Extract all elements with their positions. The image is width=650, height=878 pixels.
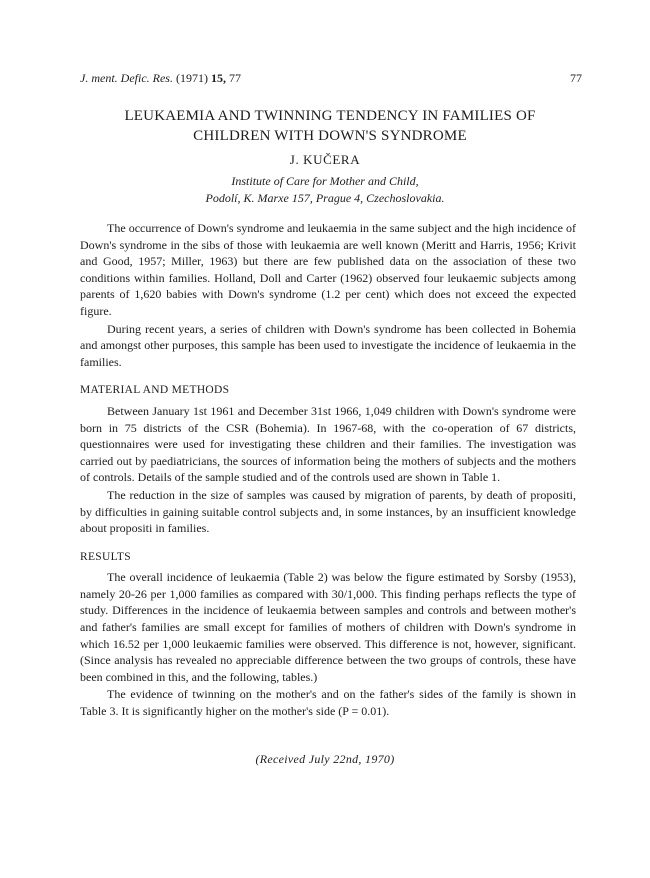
methods-paragraph: The reduction in the size of samples was caused by migration of parents, by death of propositi, by difficulties in gaining suitable control subjects and, in some instances, by an insufficient knowledge about propositi in families. [80, 487, 576, 536]
title-line-1: LEUKAEMIA AND TWINNING TENDENCY IN FAMILIES OF [124, 108, 536, 124]
title-line-2: CHILDREN WITH DOWN'S SYNDROME [193, 128, 467, 144]
journal-page: 77 [228, 71, 241, 85]
journal-name: J. ment. Defic. Res. [80, 71, 173, 85]
results-paragraph: The overall incidence of leukaemia (Table 2) was below the figure estimated by Sorsby (1953), namely 20-26 per 1,000 families as compared with 30/1,000. This finding perhaps reflects the type of study. Differences in the incidence of leukaemia between samples and controls and between mother's and father's families are small except for families of mothers of children with Down's syndrome in which 16.52 per 1,000 leukaemic families were observed. This difference is not, however, significant. (Since analysis has revealed no appreciable difference between the two groups of controls, these have been combined in this, and the following, tables.) [80, 570, 576, 684]
author: J. KUČERA [289, 152, 361, 167]
running-header [80, 71, 580, 89]
article-body [80, 220, 576, 721]
methods-paragraph: Between January 1st 1961 and December 31st 1966, 1,049 children with Down's syndrome were born in 75 districts of the CSR (Bohemia). In 1967-68, with the co-operation of 67 districts, questionnaires were used for investigating these children and their families. The investigation was carried out by paediatricians, the sources of information being the mothers of subjects and the mothers of controls. Details of the sample studied and of the controls used are shown in Table 1. [80, 403, 576, 485]
section-heading-results: RESULTS [80, 550, 131, 563]
results-paragraph: The evidence of twinning on the mother's and on the father's sides of the family is shown in Table 3. It is significantly higher on the mother's side (P = 0.01). [80, 687, 576, 719]
journal-citation [80, 71, 241, 86]
affiliation [0, 173, 650, 207]
section-heading-methods: MATERIAL AND METHODS [80, 384, 230, 397]
article-title [70, 106, 590, 146]
intro-paragraph: The occurrence of Down's syndrome and leukaemia in the same subject and the high incidence of Down's syndrome in the sibs of those with leukaemia are well known (Meritt and Harris, 1956; Krivit and Good, 1957; Miller, 1963) but there are few published data on the association of these two conditions within families. Holland, Doll and Carter (1962) observed four leukaemic subjects among parents of 1,620 babies with Down's syndrome (1.2 per cent) which does not exceed the expected figure. [80, 221, 576, 318]
page-number: 77 [570, 71, 582, 85]
affiliation-line-1: Institute of Care for Mother and Child, [231, 174, 419, 188]
intro-paragraph: During recent years, a series of children with Down's syndrome has been collected in Bohemia and amongst other purposes, this sample has been used to investigate the incidence of leukaemia in the families. [80, 321, 576, 369]
received-date: (Received July 22nd, 1970) [255, 752, 395, 766]
affiliation-line-2: Podolí, K. Marxe 157, Prague 4, Czechoslovakia. [205, 191, 445, 205]
journal-volume: 15, [210, 71, 226, 85]
journal-year: (1971) [175, 71, 208, 85]
